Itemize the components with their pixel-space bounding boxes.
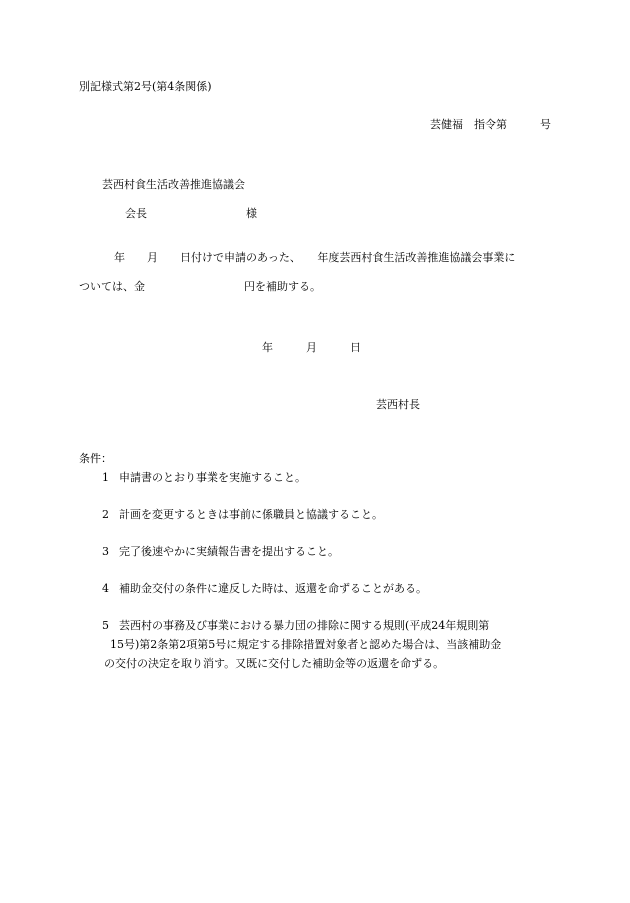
addressee-title: 会長 様 bbox=[125, 207, 257, 220]
condition-text: 計画を変更するときは事前に係職員と協議すること。 bbox=[119, 508, 383, 521]
condition-text: 申請書のとおり事業を実施すること。 bbox=[119, 471, 306, 484]
condition-number: 5 bbox=[102, 619, 109, 632]
condition-text: 補助金交付の条件に違反した時は、返還を命ずることがある。 bbox=[119, 582, 427, 595]
date-line: 年 月 日 bbox=[262, 341, 361, 354]
form-label: 別記様式第2号(第4条関係) bbox=[79, 80, 212, 93]
body-line-1: 年 月 日付けで申請のあった、 年度芸西村食生活改善推進協議会事業に bbox=[114, 251, 516, 264]
condition-number: 1 bbox=[102, 471, 109, 484]
addressee-organization: 芸西村食生活改善推進協議会 bbox=[102, 178, 245, 191]
condition-text: 完了後速やかに実績報告書を提出すること。 bbox=[119, 545, 339, 558]
condition-number: 3 bbox=[102, 545, 109, 558]
condition-text: 15号)第2条第2項第5号に規定する排除措置対象者と認めた場合は、当該補助金 bbox=[110, 638, 502, 651]
condition-text: 芸西村の事務及び事業における暴力団の排除に関する規則(平成24年規則第 bbox=[119, 619, 490, 632]
condition-text: の交付の決定を取り消す。又既に交付した補助金等の返還を命ずる。 bbox=[104, 657, 445, 670]
condition-number: 4 bbox=[102, 582, 109, 595]
issuer: 芸西村長 bbox=[376, 398, 420, 411]
condition-number: 2 bbox=[102, 508, 109, 521]
conditions-heading: 条件： bbox=[79, 452, 112, 465]
document-number: 芸健福 指令第 号 bbox=[430, 118, 551, 131]
body-line-2: ついては、金 円を補助する。 bbox=[79, 280, 321, 293]
